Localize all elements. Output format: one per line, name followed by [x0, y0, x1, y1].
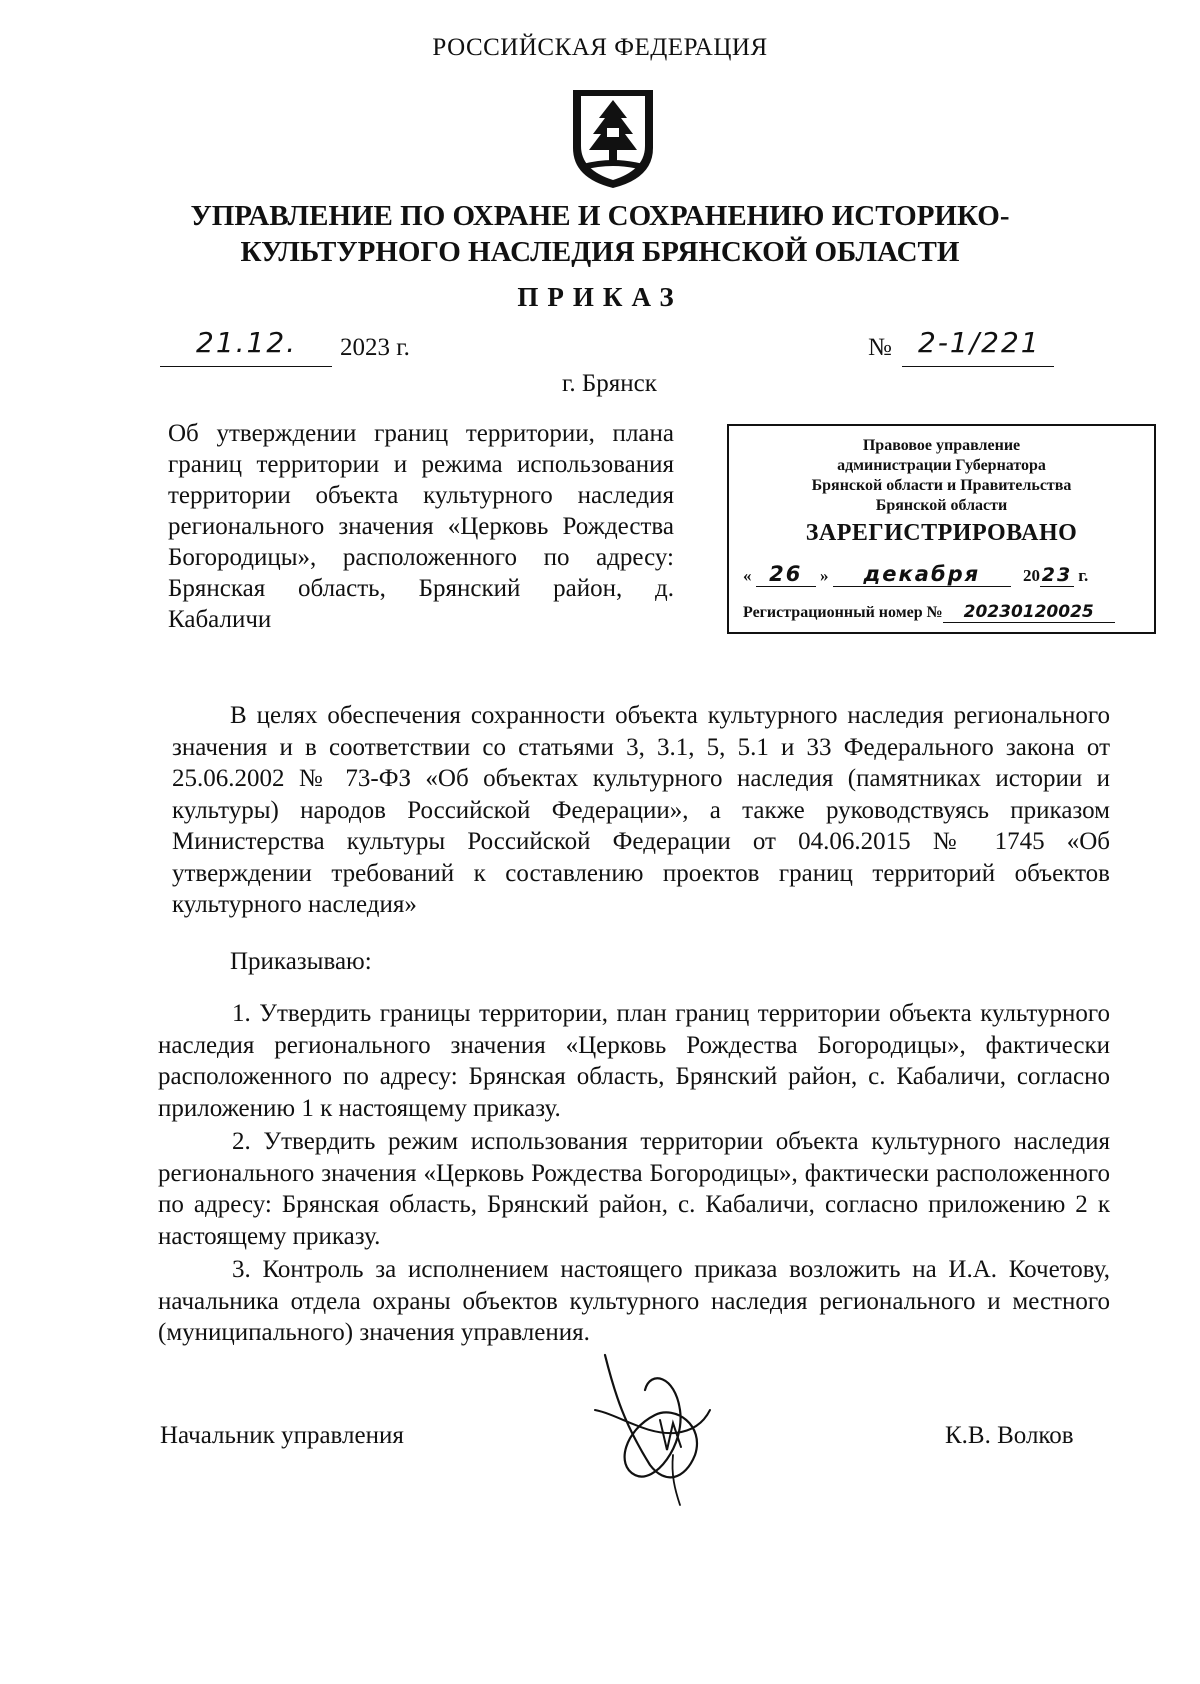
- stamp-quote-open: «: [743, 566, 752, 585]
- organization-title-line2: КУЛЬТУРНОГО НАСЛЕДИЯ БРЯНСКОЙ ОБЛАСТИ: [240, 236, 960, 268]
- signatory-name: К.В. Волков: [945, 1422, 1074, 1449]
- organization-title: [150, 198, 1050, 270]
- stamp-month: декабря: [833, 562, 1011, 587]
- order-item-2: 2. Утвердить режим использования территории объекта культурного наследия регионального значения «Церковь Рождества Богородицы», фактически расположенного по адресу: Брянская область, Брянский район, с. Кабаличи, согласно приложению 2 к настоящему приказу.: [158, 1128, 1110, 1250]
- stamp-year: 23: [1041, 564, 1073, 586]
- stamp-line-2: администрации Губернатора: [837, 457, 1046, 474]
- city: г. Брянск: [562, 370, 657, 397]
- stamp-line-1: Правовое управление: [862, 437, 1021, 454]
- stamp-registration: [743, 602, 1149, 623]
- stamp-quote-close: »: [820, 566, 829, 585]
- stamp-year-prefix: 20: [1023, 566, 1040, 585]
- country-heading: РОССИЙСКАЯ ФЕДЕРАЦИЯ: [432, 34, 768, 61]
- registration-stamp: [727, 424, 1156, 634]
- order-word: Приказываю:: [230, 948, 372, 975]
- stamp-reg-number: 20230120025: [943, 602, 1115, 623]
- preamble-paragraph: В целях обеспечения сохранности объекта культурного наследия регионального значения и в соответствии со статьями 3, 3.1, 5, 5.1 и 33 Федерального закона от 25.06.2002 № 73-ФЗ «Об объектах культурного наследия (памятниках истории и культуры) народов Российской Федерации», а также руководствуясь приказом Министерства культуры Российской Федерации от 04.06.2015 № 1745 «Об утверждении требований к составлению проектов границ территорий объектов культурного наследия»: [172, 702, 1110, 918]
- handwritten-signature-icon: [555, 1315, 755, 1515]
- stamp-day: 26: [756, 562, 816, 587]
- signatory-position: Начальник управления: [160, 1422, 404, 1449]
- stamp-line-3: Брянской области и Правительства: [811, 477, 1072, 494]
- stamp-title: ЗАРЕГИСТРИРОВАНО: [805, 520, 1078, 546]
- stamp-reg-label: Регистрационный номер №: [743, 604, 943, 621]
- date-handwritten: 21.12.: [196, 326, 298, 359]
- order-item-1: 1. Утвердить границы территории, план границ территории объекта культурного наследия регионального значения «Церковь Рождества Богородицы», фактически расположенного по адресу: Брянская область, Брянский район, с. Кабаличи, согласно приложению 1 к настоящему приказу.: [158, 1000, 1110, 1122]
- document-type: ПРИКАЗ: [517, 282, 683, 312]
- document-subject: Об утверждении границ территории, плана границ территории и режима использования территории объекта культурного наследия регионального значения «Церковь Рождества Богородицы», расположенного по адресу: Брянская область, Брянский район, д. Кабаличи: [168, 420, 674, 633]
- order-item-3: 3. Контроль за исполнением настоящего приказа возложить на И.А. Кочетову, начальника отдела охраны объектов культурного наследия регионального и местного (муниципального) значения управления.: [158, 1256, 1110, 1346]
- stamp-year-suffix: г.: [1078, 566, 1089, 585]
- coat-of-arms-icon: [569, 86, 657, 190]
- stamp-date: [743, 562, 1143, 590]
- stamp-line-4: Брянской области: [875, 497, 1008, 514]
- date-year: 2023 г.: [340, 334, 410, 361]
- number-handwritten: 2-1/221: [918, 326, 1041, 359]
- organization-title-line1: УПРАВЛЕНИЕ ПО ОХРАНЕ И СОХРАНЕНИЮ ИСТОРИКО-: [190, 200, 1010, 232]
- number-label: №: [868, 334, 892, 361]
